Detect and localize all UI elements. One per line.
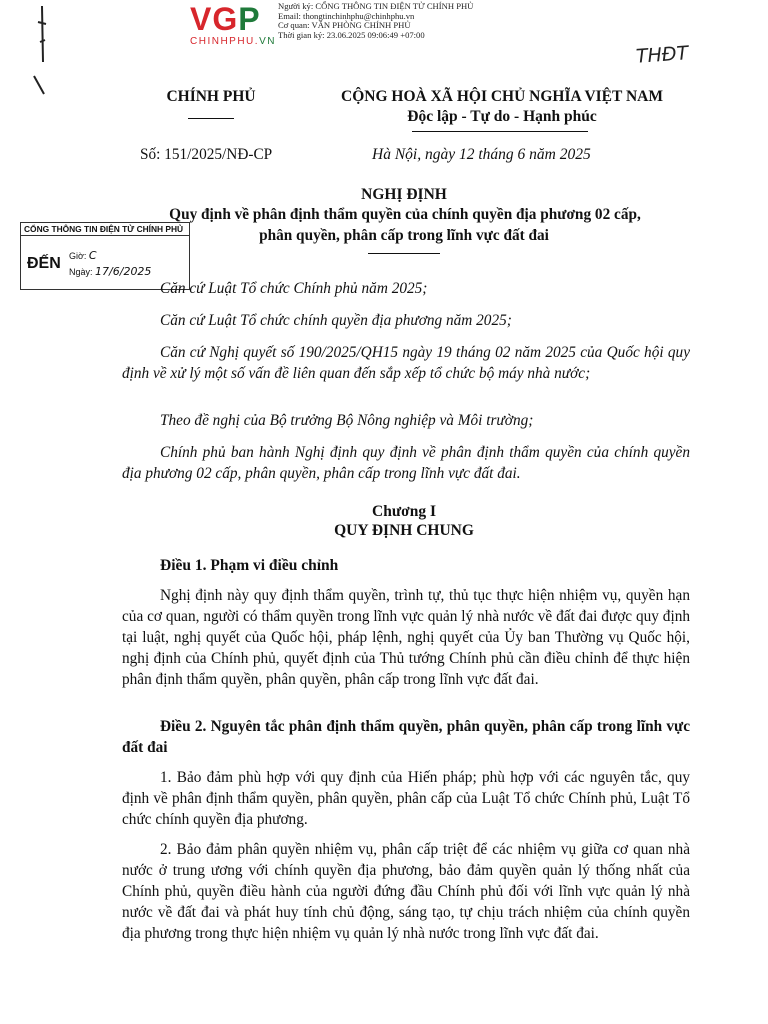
- time-line: Thời gian ký: 23.06.2025 09:06:49 +07:00: [278, 29, 425, 40]
- logo-v: V: [190, 1, 213, 37]
- motto-underline: [412, 131, 588, 132]
- stamp-date-label: Ngày:: [69, 267, 93, 277]
- legal-basis: Căn cứ Luật Tổ chức chính quyền địa phương năm 2025;: [160, 312, 512, 329]
- article-2-heading: Điều 2. Nguyên tắc phân định thẩm quyền, phân quyền, phân cấp trong lĩnh vực đất đai: [122, 718, 690, 756]
- stamp-date: [69, 265, 151, 278]
- document-type: NGHỊ ĐỊNH: [361, 186, 447, 203]
- stamp-den: ĐẾN: [27, 255, 61, 272]
- logo-g: G: [212, 1, 239, 37]
- stamp-time-value: C: [88, 249, 97, 262]
- article-2-item-1: 1. Bảo đảm phù hợp với quy định của Hiến pháp; phù hợp với các nguyên tắc, quy định về phân định thẩm quyền, phân quyền, phân cấp của Luật Tổ chức Chính phủ, Luật Tổ chức chính quyền địa phương.: [122, 769, 690, 828]
- stamp-time-label: Giờ:: [69, 251, 87, 261]
- chapter-number: Chương I: [372, 503, 436, 520]
- article-2-item-2: 2. Bảo đảm phân quyền nhiệm vụ, phân cấp triệt để các nhiệm vụ giữa cơ quan nhà nước ở trung ương với chính quyền địa phương, bảo đảm quyền quản lý thống nhất của Chính phủ, quyền điều hành của người đứng đầu Chính phủ đối với lĩnh vực quản lý nhà nước về đất đai và phát huy tính chủ động, sáng tạo, tự chịu trách nhiệm của chính quyền địa phương trong thực hiện nhiệm vụ quản lý nhà nước trong lĩnh vực đất đai.: [122, 841, 690, 942]
- national-title: CỘNG HOÀ XÃ HỘI CHỦ NGHĨA VIỆT NAM: [341, 88, 663, 105]
- place-date: Hà Nội, ngày 12 tháng 6 năm 2025: [372, 146, 591, 163]
- email-line: Email: thongtinchinhphu@chinhphu.vn: [278, 10, 415, 21]
- proposal-line: Theo đề nghị của Bộ trưởng Bộ Nông nghiệp và Môi trường;: [160, 412, 534, 429]
- chapter-title: QUY ĐỊNH CHUNG: [334, 522, 474, 539]
- agency-line: Cơ quan: VĂN PHÒNG CHÍNH PHỦ: [278, 20, 411, 31]
- stamp-header: CỔNG THÔNG TIN ĐIỆN TỬ CHÍNH PHỦ: [21, 223, 189, 236]
- logo-p: P: [238, 1, 261, 37]
- document-title-line2: phân quyền, phân cấp trong lĩnh vực đất đai: [259, 227, 549, 244]
- vgp-logo: [190, 2, 280, 47]
- article-1-heading: Điều 1. Phạm vi điều chỉnh: [160, 557, 339, 574]
- title-underline: [368, 253, 440, 254]
- logo-site: CHINHPHU.: [190, 36, 260, 47]
- issuer: CHÍNH PHỦ: [166, 88, 256, 105]
- issuer-underline: [188, 118, 234, 119]
- handwritten-corner-note: THĐT: [635, 42, 689, 68]
- document-number: Số: 151/2025/NĐ-CP: [140, 146, 273, 163]
- stamp-time: [69, 249, 97, 262]
- legal-basis: Căn cứ Luật Tổ chức Chính phủ năm 2025;: [160, 280, 428, 297]
- promulgation-line: Chính phủ ban hành Nghị định quy định về phân định thẩm quyền của chính quyền địa phương 02 cấp, phân quyền, phân cấp trong lĩnh vực đất đai.: [122, 444, 690, 482]
- signer-line: Người ký: CỔNG THÔNG TIN ĐIỆN TỬ CHÍNH PHỦ: [278, 1, 474, 11]
- article-1-body: Nghị định này quy định thẩm quyền, trình tự, thủ tục thực hiện nhiệm vụ, quyền hạn của cơ quan, người có thẩm quyền trong lĩnh vực quản lý nhà nước về đất đai được quy định tại luật, nghị quyết của Quốc hội, pháp lệnh, nghị quyết của Ủy ban Thường vụ Quốc hội, nghị định của Chính phủ, quyết định của Thủ tướng Chính phủ cần điều chỉnh để thực hiện phân định thẩm quyền, phân quyền, phân cấp trong lĩnh vực đất đai.: [122, 587, 690, 688]
- digital-signature-info: [278, 2, 473, 40]
- logo-site-vn: VN: [259, 36, 276, 47]
- document-title-line1: Quy định về phân định thẩm quyền của chính quyền địa phương 02 cấp,: [169, 206, 641, 223]
- stamp-date-value: 17/6/2025: [95, 265, 152, 278]
- motto: Độc lập - Tự do - Hạnh phúc: [407, 108, 597, 125]
- legal-basis: Căn cứ Nghị quyết số 190/2025/QH15 ngày 19 tháng 02 năm 2025 của Quốc hội quy định về xử lý một số vấn đề liên quan đến sắp xếp tổ chức bộ máy nhà nước;: [122, 344, 690, 382]
- handwritten-mark: [28, 2, 50, 98]
